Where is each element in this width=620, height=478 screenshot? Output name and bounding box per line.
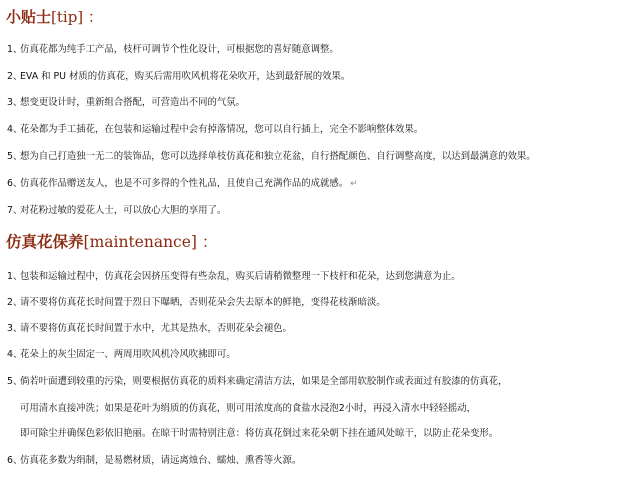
maintenance-item-3 [7,323,292,335]
maintenance-item-text: 包装和运输过程中，仿真花会因挤压变得有些杂乱，购买后请稍微整理一下枝杆和花朵，达到您满意为止。 [20,271,461,282]
tip-item-text: 花朵都为手工插花，在包装和运输过程中会有掉落情况，您可以自行插上，完全不影响整体效果。 [20,124,424,135]
tip-item-number: 1、 [7,44,23,55]
tip-item-1 [7,44,339,56]
section-tip-title: 小贴士 [6,8,52,26]
tip-item-text: EVA 和 PU 材质的仿真花，购买后需用吹风机将花朵吹开，达到最舒展的效果。 [20,71,351,82]
tip-item-text: 仿真花作品赠送友人，也是不可多得的个性礼品，且使自己充满作品的成就感。 [20,178,349,189]
maintenance-item-number: 4、 [7,349,23,360]
tip-item-number: 5、 [7,151,23,162]
maintenance-item-number: 5、 [7,376,23,387]
tip-item-5 [7,151,536,163]
maintenance-item-number: 1、 [7,271,23,282]
tip-item-6 [7,178,358,190]
tip-item-text: 想变更设计时，重新组合搭配，可营造出不同的气氛。 [20,97,246,108]
maintenance-item-5-continuation-2: 即可除尘并确保色彩依旧艳丽。在晾干时需特别注意：将仿真花倒过来花朵朝下挂在通风处晾干，以防止花朵变形。 [20,428,499,439]
maintenance-item-5-continuation-1: 可用清水直接冲洗；如果是花叶为绢质的仿真花，则可用浓度高的食盐水浸泡2小时，再浸入清水中轻轻摇动， [20,403,476,414]
tip-item-text: 仿真花都为纯手工产品，枝杆可调节个性化设计，可根据您的喜好随意调整。 [20,44,339,55]
maintenance-item-2 [7,297,386,309]
section-maintenance-title: 仿真花保养 [6,232,84,251]
tip-item-7 [7,205,226,217]
maintenance-item-6 [7,455,301,467]
tip-item-text: 想为自己打造独一无二的装饰品，您可以选择单枝仿真花和独立花盆，自行搭配颜色、自行调整高度，以达到最满意的效果。 [20,151,536,162]
section-maintenance-title-en: [maintenance] ： [83,233,218,251]
maintenance-item-number: 2、 [7,297,23,308]
maintenance-item-5 [7,376,508,388]
maintenance-item-text: 请不要将仿真花长时间置于水中，尤其是热水，否则花朵会褪色。 [20,323,292,334]
maintenance-item-text: 倘若叶面遭到较重的污染，则要根据仿真花的质料来确定清洁方法，如果是全部用软胶制作或表面过有胶漆的仿真花， [20,376,508,387]
tip-item-number: 7、 [7,205,23,216]
tip-item-number: 4、 [7,124,23,135]
tip-item-2 [7,71,350,83]
maintenance-item-number: 6、 [7,455,23,466]
tip-item-4 [7,124,423,136]
tip-item-number: 2、 [7,71,23,82]
tip-item-3 [7,97,245,109]
maintenance-item-text: 请不要将仿真花长时间置于烈日下曝晒，否则花朵会失去原本的鲜艳，变得花枝渐暗淡。 [20,297,386,308]
maintenance-item-1 [7,271,461,283]
section-maintenance-heading [6,233,217,251]
maintenance-item-number: 3、 [7,323,23,334]
tip-item-text: 对花粉过敏的爱花人士，可以放心大胆的享用了。 [20,205,227,216]
tip-item-number: 6、 [7,178,23,189]
return-mark-icon: ↵ [350,179,358,189]
tip-item-number: 3、 [7,97,23,108]
section-tip-title-en: [tip] ： [51,8,103,26]
maintenance-item-text: 花朵上的灰尘固定一、两周用吹风机冷风吹拂即可。 [20,349,236,360]
maintenance-item-4 [7,349,236,361]
maintenance-item-text: 仿真花多数为绢制，是易燃材质，请远离烛台、蠕烛、熏香等火源。 [20,455,302,466]
section-tip-heading [6,8,103,26]
